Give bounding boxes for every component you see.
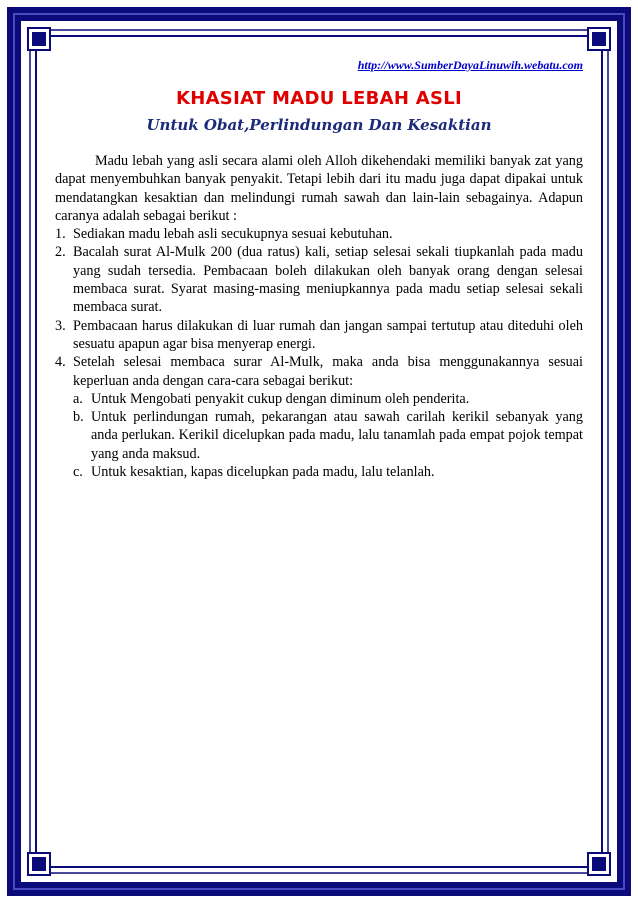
corner-ornament-bottom-right <box>588 853 610 875</box>
list-number: 3. <box>55 317 66 334</box>
sub-list-letter: c. <box>73 464 83 481</box>
list-number: 2. <box>55 244 66 261</box>
sub-list-text: Untuk perlindungan rumah, pekarangan atau sawah carilah kerikil sebanyak yang anda perlukan. Kerikil dicelupkan pada madu, lalu tanamlah pada empat pojok tempat yang anda maksud. <box>91 409 583 462</box>
sub-list-item <box>73 390 583 408</box>
list-item <box>55 243 583 316</box>
list-item <box>55 225 583 243</box>
intro-paragraph: Madu lebah yang asli secara alami oleh Alloh dikehendaki memiliki banyak zat yang dapat menyembuhkan banyak penyakit. Tetapi lebih dari itu madu juga dapat dipakai untuk mendatangkan kesaktian dan melindungi rumah sawah dan lain-lain sebagainya. Adapun caranya adalah sebagai berikut : <box>55 153 583 224</box>
article-body <box>55 152 583 481</box>
list-text: Setelah selesai membaca surar Al-Mulk, maka anda bisa menggunakannya sesuai keperluan anda dengan cara-cara sebagai berikut: <box>73 354 583 389</box>
list-item <box>55 353 583 390</box>
sub-list-letter: a. <box>73 390 83 407</box>
corner-ornament-top-left <box>28 28 50 50</box>
sub-list-item <box>73 463 583 481</box>
sub-list-text: Untuk kesaktian, kapas dicelupkan pada madu, lalu telanlah. <box>91 464 435 481</box>
corner-ornament-top-right <box>588 28 610 50</box>
list-number: 4. <box>55 354 66 371</box>
sub-list-letter: b. <box>73 409 84 426</box>
corner-ornament-bottom-left <box>28 853 50 875</box>
page-title: KHASIAT MADU LEBAH ASLI <box>175 88 463 109</box>
header-url-link[interactable]: http://www.SumberDayaLinuwih.webatu.com <box>357 58 583 72</box>
sub-list-item <box>73 408 583 463</box>
list-number: 1. <box>55 226 66 243</box>
list-text: Bacalah surat Al-Mulk 200 (dua ratus) kali, setiap selesai sekali tiupkanlah pada madu yang sudah tersedia. Pembacaan boleh dilakukan oleh banyak orang dengan selesai membaca surat. Syarat masing-masing meniupkannya pada madu setiap selesai sekali membaca surat. <box>73 244 583 316</box>
list-text: Pembacaan harus dilakukan di luar rumah dan jangan sampai tertutup atau diteduhi oleh sesuatu apapun agar bisa menyerap energi. <box>73 317 583 352</box>
page-subtitle: Untuk Obat,Perlindungan Dan Kesaktian <box>146 116 492 134</box>
sub-list-text: Untuk Mengobati penyakit cukup dengan diminum oleh penderita. <box>91 390 470 407</box>
list-text: Sediakan madu lebah asli secukupnya sesuai kebutuhan. <box>73 226 393 243</box>
list-item <box>55 317 583 354</box>
